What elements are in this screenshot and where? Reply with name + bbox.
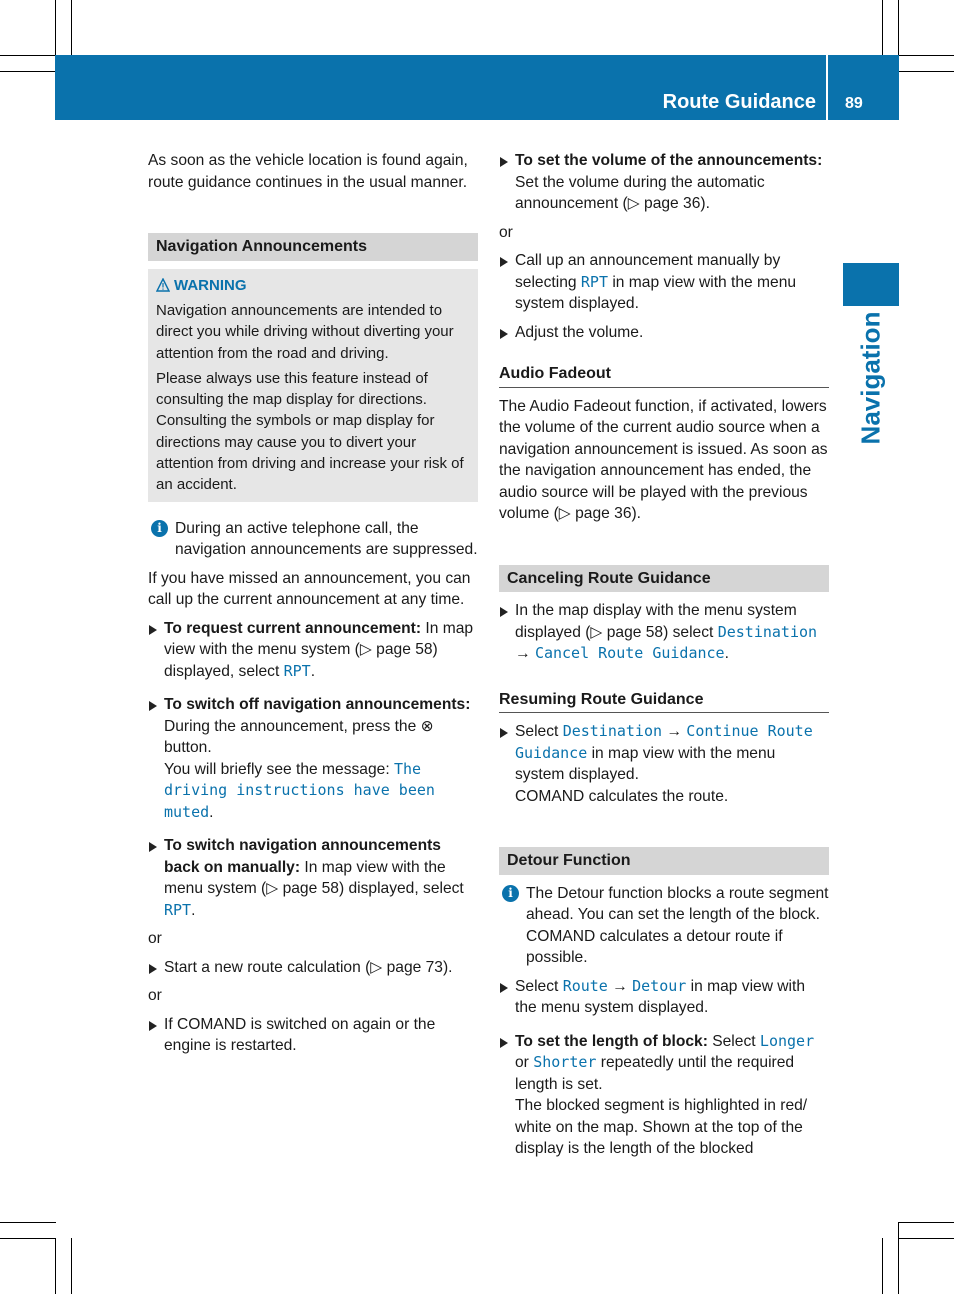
step-heading: To set the volume of the announcements: <box>515 152 823 169</box>
step-text: The blocked segment is highlighted in red/ white on the map. Shown at the top of the display is the length of the blocked <box>515 1097 808 1157</box>
menu-item-destination: Destination <box>717 622 818 641</box>
page-header <box>55 55 899 120</box>
bullet-arrow-icon <box>500 983 508 993</box>
bullet-arrow-icon <box>500 329 508 339</box>
step-text: in map view with the menu system displayed. <box>515 273 797 312</box>
crop-mark <box>55 1238 56 1294</box>
warning-text-2: Please always use this feature instead of consulting the map display for directions. Consulting the symbols or map display for directions may cause you to divert your attention from driving and increase your risk of an accident. <box>156 369 464 494</box>
warning-triangle-icon <box>156 278 170 292</box>
or-separator: or <box>499 223 513 241</box>
subheading-audio-fadeout: Audio Fadeout <box>499 363 829 388</box>
crop-mark <box>898 0 899 56</box>
step-text: You will briefly see the message: <box>164 760 394 778</box>
step-heading: To switch off navigation announcements: <box>164 696 471 714</box>
crop-mark <box>898 1238 954 1239</box>
crop-mark <box>898 1222 954 1223</box>
info-note <box>499 883 829 969</box>
crop-mark <box>0 55 56 56</box>
crop-mark <box>55 0 56 56</box>
subheading-resuming-route-guidance: Resuming Route Guidance <box>499 689 829 714</box>
crop-mark <box>898 55 954 56</box>
or-separator: or <box>148 987 162 1005</box>
menu-item-route: Route <box>562 976 608 995</box>
menu-item-rpt: RPT <box>580 272 608 291</box>
menu-item-detour: Detour <box>632 976 687 995</box>
step-heading: To request current announcement: <box>164 619 422 637</box>
left-column <box>148 150 478 1064</box>
step-text: In map view with the menu system (▷ page 58) displayed, select <box>164 619 474 680</box>
menu-item-rpt: RPT <box>164 900 192 919</box>
step-text: Start a new route calculation (▷ page 73). <box>164 958 453 976</box>
list-item <box>499 322 829 344</box>
step-text: If COMAND is switched on again or the engine is restarted. <box>164 1015 436 1055</box>
list-item <box>499 150 829 215</box>
menu-item-destination: Destination <box>562 722 663 740</box>
list-item <box>148 957 478 979</box>
step-text: Select <box>707 1032 760 1050</box>
crop-mark <box>898 71 954 72</box>
bullet-arrow-icon <box>500 257 508 267</box>
crop-mark <box>0 1238 56 1239</box>
list-item <box>148 835 478 921</box>
list-item <box>148 1014 478 1057</box>
step-text: Select <box>515 723 563 740</box>
arrow-separator: → <box>515 645 535 662</box>
section-heading-navigation-announcements: Navigation Announcements <box>148 233 478 261</box>
crop-mark <box>882 0 883 56</box>
step-text: in map view with the menu system displayed. <box>515 977 806 1016</box>
crop-mark <box>898 1222 899 1294</box>
step-text: Select <box>515 977 563 995</box>
section-heading-canceling-route-guidance: Canceling Route Guidance <box>499 565 829 593</box>
arrow-separator: → <box>607 977 633 995</box>
info-icon: i <box>151 520 168 537</box>
bullet-arrow-icon <box>149 701 157 711</box>
punctuation: . <box>191 901 196 919</box>
list-item <box>148 618 478 683</box>
or-separator: or <box>148 930 162 948</box>
step-text: During the announcement, press the ⊗ button. <box>164 717 434 757</box>
bullet-arrow-icon <box>500 1038 508 1048</box>
bullet-arrow-icon <box>149 625 157 635</box>
list-item <box>499 600 829 665</box>
step-text: Set the volume during the automatic announcement (▷ page 36). <box>515 173 765 212</box>
warning-box <box>148 269 478 502</box>
step-text: repeatedly until the required length is set. <box>515 1054 795 1093</box>
crop-mark <box>882 1238 883 1294</box>
step-text: COMAND calculates the route. <box>515 787 729 805</box>
step-text: Call up an announcement manually by selecting <box>515 252 781 291</box>
crop-mark <box>71 1238 72 1294</box>
warning-title <box>156 275 470 297</box>
crop-mark <box>0 71 56 72</box>
missed-paragraph: If you have missed an announcement, you can call up the current announcement at any time. <box>148 569 471 609</box>
punctuation: . <box>724 645 729 662</box>
step-text: In map view with the menu system (▷ page 58) displayed, select <box>164 858 464 898</box>
menu-item-rpt: RPT <box>283 661 311 680</box>
bullet-arrow-icon <box>500 728 508 738</box>
info-note-text: The Detour function blocks a route segment ahead. You can set the length of the block. COMAND calculates a detour route if possible. <box>526 884 829 966</box>
bullet-arrow-icon <box>149 842 157 852</box>
warning-text-1: Navigation announcements are intended to direct you while driving without diverting your attention from the road and driving. <box>156 302 454 362</box>
display-message: The driving instructions have been muted <box>164 759 435 821</box>
chapter-tab-marker <box>843 263 899 306</box>
warning-label: WARNING <box>174 276 247 294</box>
menu-item-shorter: Shorter <box>533 1053 597 1071</box>
bullet-arrow-icon <box>149 964 157 974</box>
info-icon: i <box>502 885 519 902</box>
menu-item-continue-route-guidance: Continue Route Guidance <box>515 722 813 762</box>
list-item <box>148 694 478 823</box>
section-title: Route Guidance <box>662 91 816 113</box>
step-heading: To switch navigation announcements back on manually: <box>164 837 441 876</box>
step-text: In the map display with the menu system displayed (▷ page 58) select <box>515 602 797 641</box>
list-item <box>499 1031 829 1160</box>
list-item <box>499 721 829 807</box>
audio-fadeout-paragraph: The Audio Fadeout function, if activated, lowers the volume of the current audio source when a navigation announcement is issued. As soon as the navigation announcement has ended, the audio source will be played with the previous volume (▷ page 36). <box>499 397 828 522</box>
intro-paragraph: As soon as the vehicle location is found again, route guidance continues in the usual manner. <box>148 152 468 191</box>
info-note <box>148 518 478 561</box>
chapter-tab-label: Navigation <box>855 311 886 445</box>
list-item <box>499 976 829 1019</box>
step-text: Adjust the volume. <box>515 323 644 341</box>
crop-mark <box>71 0 72 56</box>
info-note-text: During an active telephone call, the navigation announcements are suppressed. <box>175 519 478 559</box>
right-column <box>499 150 829 1167</box>
section-heading-detour-function: Detour Function <box>499 847 829 875</box>
page-number: 89 <box>845 95 863 112</box>
bullet-arrow-icon <box>500 157 508 167</box>
bullet-arrow-icon <box>149 1021 157 1031</box>
arrow-separator: → <box>662 723 687 740</box>
header-divider <box>826 55 828 120</box>
punctuation: . <box>310 662 316 680</box>
menu-item-cancel-route-guidance: Cancel Route Guidance <box>534 644 725 662</box>
menu-item-longer: Longer <box>759 1031 815 1050</box>
step-heading: To set the length of block: <box>515 1032 708 1050</box>
list-item <box>499 250 829 315</box>
step-text: in map view with the menu system displayed. <box>515 744 776 783</box>
step-text: or <box>515 1054 534 1071</box>
punctuation: . <box>209 803 214 821</box>
crop-mark <box>0 1222 56 1223</box>
bullet-arrow-icon <box>500 607 508 617</box>
